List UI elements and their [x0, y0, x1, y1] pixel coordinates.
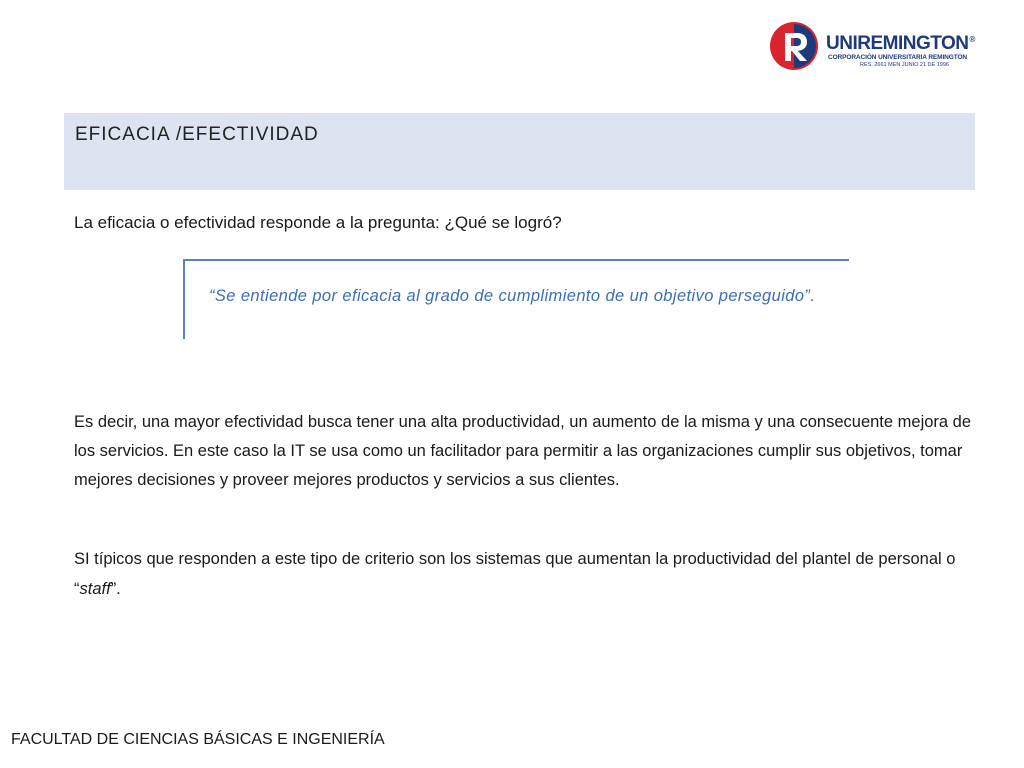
slide-title: EFICACIA /EFECTIVIDAD: [75, 124, 319, 145]
uniremington-logo: [768, 20, 984, 72]
uniremington-emblem-icon: [768, 20, 820, 72]
footer-faculty: FACULTAD DE CIENCIAS BÁSICAS E INGENIERÍA: [11, 731, 385, 748]
body-paragraph-2: [74, 544, 974, 604]
question-text: La eficacia o efectividad responde a la pregunta: ¿Qué se logró?: [74, 213, 562, 232]
quote-box: [183, 259, 849, 339]
paragraph-2-text: SI típicos que responden a este tipo de criterio son los sistemas que aumentan la productividad del plantel de personal o “: [74, 550, 956, 598]
body-paragraph-1: Es decir, una mayor efectividad busca tener una alta productividad, un aumento de la misma y una consecuente mejora de los servicios. En este caso la IT se usa como un facilitador para permitir a las organizaciones cumplir sus objetivos, tomar mejores decisiones y proveer mejores productos y servicios a sus clientes.: [74, 413, 972, 489]
title-banner: [64, 113, 975, 190]
logo-wordmark: UNIREMINGTON®: [826, 33, 975, 54]
paragraph-2-end: ”.: [110, 580, 121, 598]
quote-text: “Se entiende por eficacia al grado de cumplimiento de un objetivo perseguido”.: [209, 287, 816, 305]
paragraph-2-emphasis: staff: [79, 580, 111, 598]
logo-subtitle: CORPORACIÓN UNIVERSITARIA REMINGTON: [828, 54, 968, 61]
logo-resolution: RES. 2661 MEN JUNIO 21 DE 1996: [860, 62, 949, 68]
